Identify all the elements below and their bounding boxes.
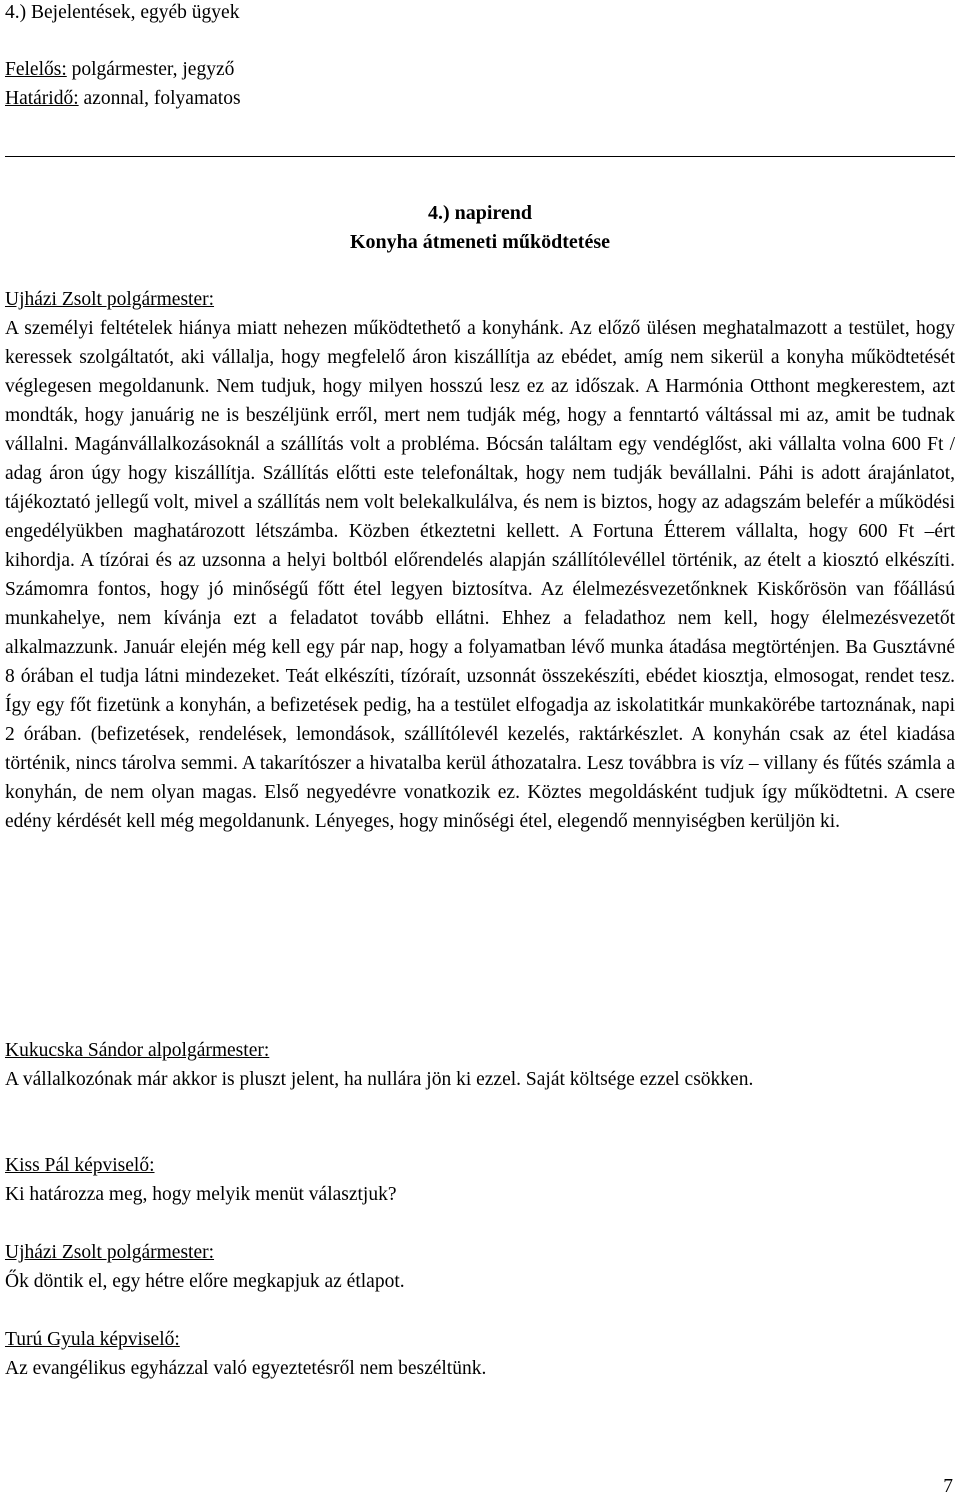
speech-text: Ők döntik el, egy hétre előre megkapjuk az étlapot. xyxy=(5,1271,405,1292)
speaker-label: Kiss Pál képviselő: xyxy=(5,1155,155,1176)
agenda-number: 4.) napirend xyxy=(427,202,533,224)
speaker-label: Turú Gyula képviselő: xyxy=(5,1329,180,1350)
responsible-line xyxy=(5,55,234,84)
deadline-value: azonnal, folyamatos xyxy=(78,88,241,109)
speaker-label: Ujházi Zsolt polgármester: xyxy=(5,1242,215,1263)
speaker-label: Ujházi Zsolt polgármester: xyxy=(5,289,215,310)
speech-text: Az evangélikus egyházzal való egyeztetésről nem beszéltünk. xyxy=(5,1358,487,1379)
section-heading: 4.) Bejelentések, egyéb ügyek xyxy=(5,2,240,23)
horizontal-divider xyxy=(5,156,955,157)
document-page xyxy=(5,0,955,1502)
speech-text: Ki határozza meg, hogy melyik menüt választjuk? xyxy=(5,1184,397,1205)
page-number: 7 xyxy=(943,1476,953,1497)
speech-text: A vállalkozónak már akkor is pluszt jelent, ha nullára jön ki ezzel. Saját költsége ezzel csökken. xyxy=(5,1069,754,1090)
deadline-label: Határidő: xyxy=(5,88,79,109)
agenda-title: Konyha átmeneti működtetése xyxy=(350,231,610,253)
speech-text: A személyi feltételek hiánya miatt nehezen működtethető a konyhánk. Az előző ülésen meghatalmazott a testület, hogy keressek szolgáltatót, aki vállalja, hogy megfelelő áron kiszállítja az ebédet, amíg nem sikerül a konyha működtetését véglegesen megoldanunk. Nem tudjuk, hogy milyen hosszú lesz ez az időszak. A Harmónia Otthont megkerestem, azt mondták, hogy januárig ne is beszéljünk erről, mert nem tudják még, hogy a fenntartó váltással mi az, amit be tudnak vállalni. Magánvállalkozásoknál a szállítás volt a probléma. Bócsán találtam egy vendéglőst, aki vállalta volna 600 Ft / adag áron úgy hogy kiszállítja. Szállítás előtti este telefonáltak, hogy nem tudják bevállalni. Páhi is adott árajánlatot, tájékoztató jellegű volt, mivel a szállítás nem volt belekalkulálva, és nem is biztos, hogy az adagszám belefér a működési engedélyükben maghatározott létszámba. Közben étkeztetni kellett. A Fortuna Étterem vállalta, hogy 600 Ft –ért kihordja. A tízórai és az uzsonna a helyi boltból előrendelés alapján szállítólevéllel történik, az ételt a kiosztó elkészíti. Számomra fontos, hogy jó minőségű főtt étel legyen biztosítva. Az élelmezésvezetőnknek Kiskőrösön van főállású munkahelye, nem kívánja ezt a feladatot tovább ellátni. Ehhez a feladathoz nem kell, hogy élelmezésvezetőt alkalmazzunk. Január elején még kell egy pár nap, hogy a folyamatban lévő munka átadása megtörténjen. Ba Gusztávné 8 órában el tudja látni mindezeket. Teát elkészíti, tízóraít, uzsonnát összekészíti, ebédet kiosztja, elmosogat, rendet tesz. Így egy főt fizetünk a konyhán, a befizetések pedig, ha a testület elfogadja az iskolatitkár munkakörébe tartoznának, napi 2 órában. (befizetések, rendelések, lemondások, szállítólevél kezelés, raktárkészlet. A konyhán csak az étel kiadása történik, nincs tárolva semmi. A takarítószer a hivatalba kerül áthozatalra. Lesz továbbra is víz – villany és fűtés számla a konyhán, de nem olyan magas. Első negyedévre vonatkozik ez. Köztes megoldásként tudjuk így működtetni. A csere edény kérdését kell még megoldanunk. Lényeges, hogy minőségi étel, elegendő mennyiségben kerüljön ki. xyxy=(5,318,955,832)
responsible-value: polgármester, jegyző xyxy=(66,59,235,80)
responsible-label: Felelős: xyxy=(5,59,67,80)
deadline-line xyxy=(5,84,241,113)
speaker-label: Kukucska Sándor alpolgármester: xyxy=(5,1040,270,1061)
